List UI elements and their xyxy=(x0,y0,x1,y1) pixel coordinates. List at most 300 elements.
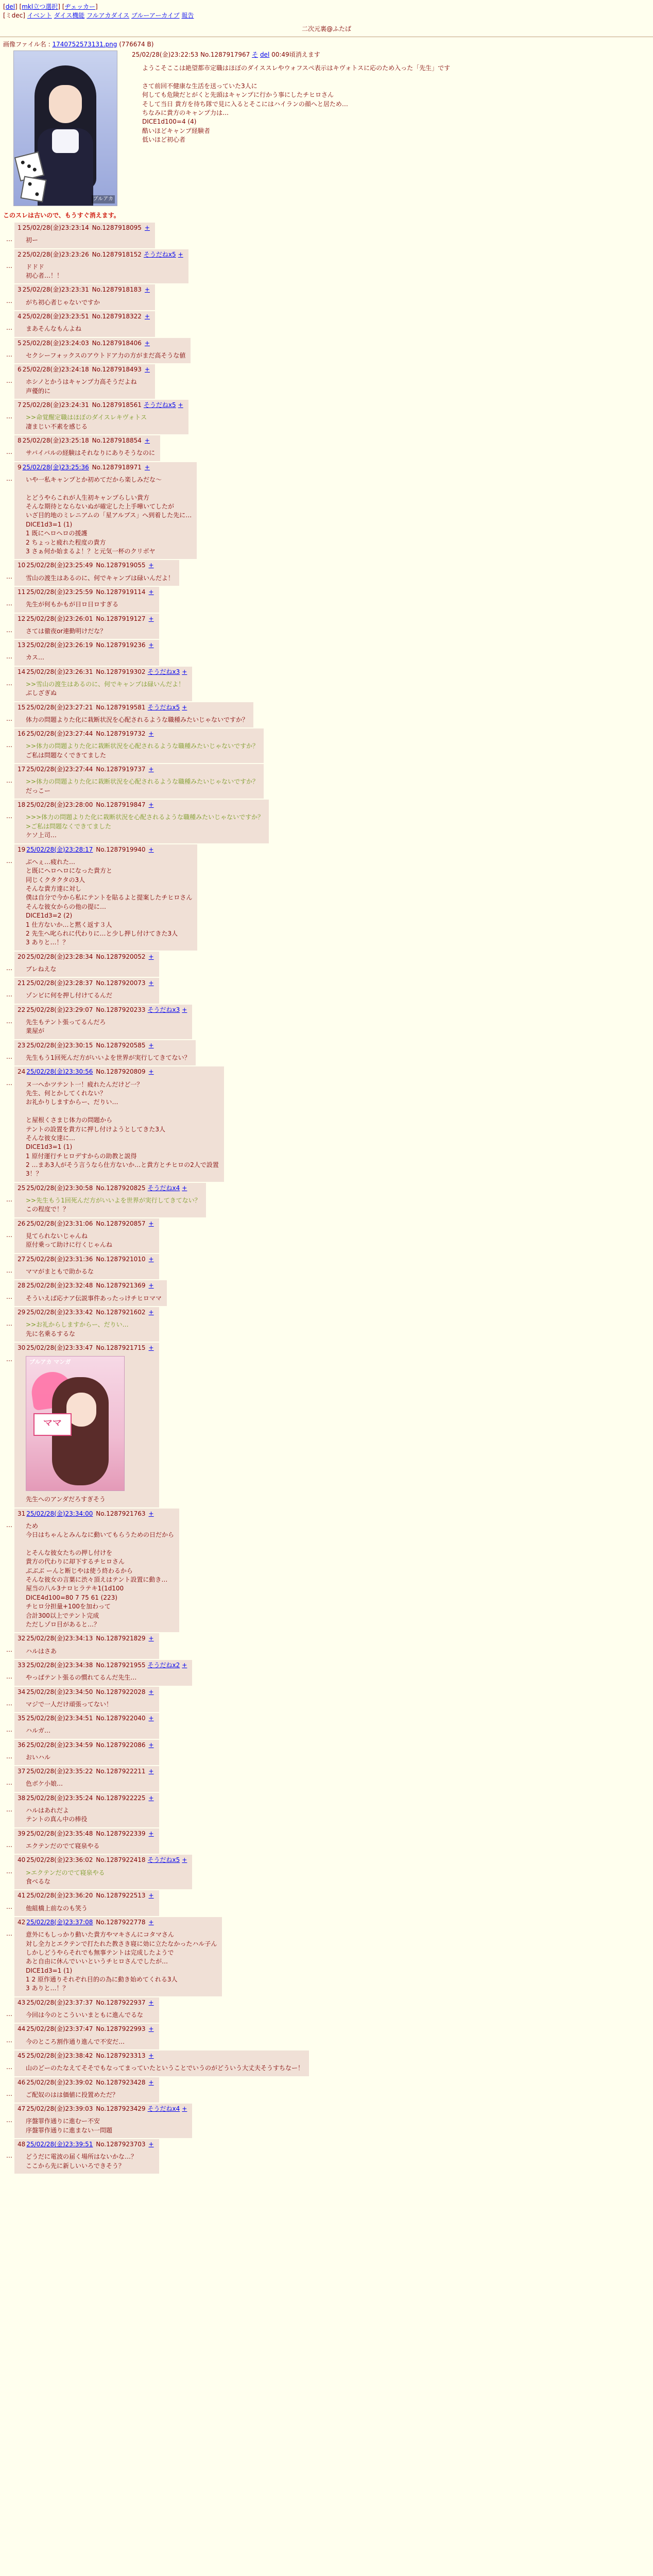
reply-action-link[interactable]: + xyxy=(182,1661,187,1669)
reply-action-link[interactable]: + xyxy=(148,1794,154,1802)
op-message xyxy=(142,64,650,145)
reply-message xyxy=(26,2091,154,2099)
reply-number: No.1287919127 xyxy=(96,615,146,622)
reply-message xyxy=(26,1806,154,1824)
reply-date-link[interactable]: 25/02/28(金)23:28:17 xyxy=(26,845,93,853)
reply-header xyxy=(18,1510,174,1518)
soudane-link[interactable]: そうだねx5 xyxy=(143,250,176,258)
reply-number: No.1287922040 xyxy=(96,1715,146,1722)
reply-box xyxy=(14,1855,192,1889)
reply-indent-marker: … xyxy=(6,741,12,749)
soudane-link[interactable]: そうだねx3 xyxy=(147,1006,180,1013)
reply-message-line: とどうやらこれが人生初キャンプらしい貴方 xyxy=(26,494,150,501)
reply-message-line: DICE1d3=1 (1) xyxy=(26,1967,73,1974)
reply-action-link[interactable]: + xyxy=(148,1768,154,1775)
reply-message xyxy=(26,1869,187,1887)
reply-post xyxy=(0,1917,653,1996)
reply-box xyxy=(14,587,159,613)
reply-message-line: 先生もう1回死んだ方がいいよを世界が実行してきてない？ xyxy=(26,1054,191,1061)
reply-box xyxy=(14,435,160,461)
reply-post xyxy=(0,1660,653,1686)
reply-date: 25/02/28(金)23:27:44 xyxy=(26,730,93,738)
reply-post xyxy=(0,311,653,337)
reply-post xyxy=(0,1855,653,1889)
reply-message xyxy=(26,2011,154,2020)
reply-date: 25/02/28(金)23:24:31 xyxy=(22,401,89,409)
reply-message xyxy=(26,1753,154,1762)
reply-date: 25/02/28(金)23:24:18 xyxy=(22,366,89,374)
reply-message xyxy=(26,627,154,636)
reply-index: 13 xyxy=(18,641,26,649)
reply-message-line: そんな彼女からの他の提に… xyxy=(26,903,107,910)
reply-number: No.1287921010 xyxy=(96,1255,146,1263)
reply-indent-marker: … xyxy=(6,1319,12,1327)
reply-date: 25/02/28(金)23:26:01 xyxy=(26,615,93,622)
reply-box xyxy=(14,1307,159,1342)
reply-date: 25/02/28(金)23:38:42 xyxy=(26,2052,93,2060)
dice-link[interactable]: ダイス機能 xyxy=(54,12,85,20)
reply-number: No.1287923313 xyxy=(96,2052,146,2060)
reply-post xyxy=(0,223,653,248)
event-link[interactable]: イベント xyxy=(27,12,52,20)
reply-date-link[interactable]: 25/02/28(金)23:34:00 xyxy=(26,1510,93,1517)
checker-link[interactable]: ヂェッカー xyxy=(64,3,96,10)
reply-message-line: 声優的に xyxy=(26,387,51,395)
reply-message-line: あと自由に休んでいいというチヒロさんでしたが… xyxy=(26,1958,168,1965)
reply-indent-marker: … xyxy=(6,964,12,972)
reply-header xyxy=(18,1741,154,1749)
reply-message-line: 業屋が xyxy=(26,1027,45,1035)
reply-number: No.1287923428 xyxy=(96,2078,146,2086)
reply-header xyxy=(18,561,174,569)
reply-action-link[interactable]: + xyxy=(148,1282,154,1290)
mk-list-link[interactable]: mkl立つ選択 xyxy=(22,3,58,10)
reply-post xyxy=(0,1066,653,1181)
reply-action-link[interactable]: + xyxy=(148,845,154,853)
reply-box xyxy=(14,1740,159,1766)
reply-action-link[interactable]: + xyxy=(148,562,154,569)
reply-post xyxy=(0,1509,653,1633)
reply-message xyxy=(26,1522,174,1630)
reply-message-line: 僕は自分で今から私にテントを貼るよと提案したチヒロさん xyxy=(26,894,193,902)
reply-header xyxy=(18,2025,154,2033)
reply-message xyxy=(26,476,192,556)
reply-post xyxy=(0,462,653,560)
reply-post xyxy=(0,2077,653,2103)
reply-list xyxy=(0,223,653,2174)
reply-post xyxy=(0,702,653,728)
reply-post xyxy=(0,2139,653,2174)
reply-action-link[interactable]: + xyxy=(148,2141,154,2148)
reply-number: No.1287922028 xyxy=(96,1688,146,1696)
reply-number: No.1287920825 xyxy=(96,1184,146,1192)
reply-action-link[interactable]: + xyxy=(148,641,154,649)
op-message-line xyxy=(142,73,650,81)
del-link[interactable]: del xyxy=(5,3,15,10)
reply-date: 25/02/28(金)23:28:34 xyxy=(26,953,93,960)
reply-header xyxy=(18,845,192,854)
reply-message-line: 3 さぁ何か始まるよ！？と元気一杯のクリボヤ xyxy=(26,548,156,555)
op-del-link[interactable]: del xyxy=(260,50,270,58)
op-thumbnail-image[interactable] xyxy=(13,50,117,206)
reply-post xyxy=(0,2024,653,2049)
reply-date: 25/02/28(金)23:23:31 xyxy=(22,286,89,294)
report-link[interactable]: 報告 xyxy=(181,12,194,20)
reply-message-line: 初心者…！！ xyxy=(26,272,63,280)
reply-post xyxy=(0,667,653,701)
reply-indent-marker: … xyxy=(6,1293,12,1301)
reply-message-line: テントの真ん中の棒役 xyxy=(26,1816,88,1823)
reply-number: No.1287922418 xyxy=(96,1856,146,1864)
reply-post xyxy=(0,978,653,1004)
bluearchive-dice-link[interactable]: フルアカダイス xyxy=(87,12,130,20)
reply-header xyxy=(18,365,150,374)
reply-message xyxy=(26,574,174,583)
reply-box xyxy=(14,702,253,728)
reply-message-line: ため xyxy=(26,1522,39,1530)
reply-message-line: 見てられないじゃんね xyxy=(26,1232,88,1240)
reply-action-link[interactable]: + xyxy=(148,1715,154,1722)
reply-action-link[interactable]: + xyxy=(182,1856,187,1864)
reply-number: No.1287921369 xyxy=(96,1282,146,1290)
reply-header xyxy=(18,1918,217,1926)
reply-post xyxy=(0,1793,653,1827)
reply-index: 14 xyxy=(18,668,26,675)
reply-action-link[interactable]: + xyxy=(182,1006,187,1013)
reply-date-link[interactable]: 25/02/28(金)23:37:08 xyxy=(26,1918,93,1926)
reply-action-link[interactable]: + xyxy=(148,979,154,987)
reply-message xyxy=(26,653,154,662)
reply-action-link[interactable]: + xyxy=(148,1918,154,1926)
reply-message-line: とそんな彼女たちの押し付けを xyxy=(26,1549,113,1556)
soudane-link[interactable]: そうだねx5 xyxy=(147,1856,180,1864)
reply-post xyxy=(0,1740,653,1766)
reply-box xyxy=(14,640,159,666)
reply-message-line: 先生へのアンダだろすぎそう xyxy=(26,1496,106,1503)
reply-message-line: DICE1d3=1 (1) xyxy=(26,1143,73,1151)
reply-indent-marker: … xyxy=(6,1779,12,1787)
reply-message xyxy=(26,1930,217,1993)
reply-post xyxy=(0,800,653,843)
reply-message-line: DICE1d3=1 (1) xyxy=(26,520,73,528)
reply-index: 5 xyxy=(18,339,22,347)
reply-index: 20 xyxy=(18,953,26,960)
reply-box xyxy=(14,1633,159,1659)
reply-number: No.1287920233 xyxy=(96,1006,146,1013)
reply-number: No.1287919732 xyxy=(96,730,146,738)
soudane-link[interactable]: そうだねx4 xyxy=(147,1184,180,1192)
reply-message-line: 先生が何もかもが日ロ日ロすぎる xyxy=(26,601,119,608)
reply-action-link[interactable]: + xyxy=(148,1635,154,1642)
reply-indent-marker: … xyxy=(6,2116,12,2124)
reply-indent-marker: … xyxy=(6,448,12,456)
reply-number: No.1287919847 xyxy=(96,801,146,809)
reply-indent-marker: … xyxy=(6,297,12,305)
reply-post xyxy=(0,2104,653,2138)
reply-header xyxy=(18,339,185,347)
op-file-link[interactable]: 1740752573131.png xyxy=(52,40,117,48)
reply-box xyxy=(14,223,155,248)
file-size: (776674 B) xyxy=(119,40,154,48)
reply-action-link[interactable]: + xyxy=(148,1741,154,1749)
reply-message-line xyxy=(26,1107,219,1116)
reply-message-line: 2 先生へ叱られに代わりに…と少し押し付けてきた3人 xyxy=(26,929,178,937)
reply-action-link[interactable]: + xyxy=(178,401,183,409)
reply-date-link[interactable]: 25/02/28(金)23:25:36 xyxy=(22,463,89,471)
reply-box xyxy=(14,764,264,799)
bracket-text: [ xyxy=(3,3,6,10)
reply-post xyxy=(0,952,653,977)
image-banner: ママ xyxy=(33,1413,72,1436)
reply-post xyxy=(0,338,653,364)
reply-message-line: DICE4d100=80 7 75 61 (223) xyxy=(26,1594,117,1601)
reply-action-link[interactable]: + xyxy=(148,2025,154,2033)
reply-box xyxy=(14,364,155,399)
reply-quote-line: >ご私は問題なくできてました xyxy=(26,822,112,830)
reply-message xyxy=(26,298,150,307)
reply-date-link[interactable]: 25/02/28(金)23:30:56 xyxy=(26,1068,93,1076)
reply-date: 25/02/28(金)23:39:03 xyxy=(26,2105,93,2113)
reply-indent-marker: … xyxy=(6,1231,12,1239)
reply-index: 31 xyxy=(18,1510,26,1517)
reply-action-link[interactable]: + xyxy=(144,339,150,347)
reply-message-line: 今回は今のとこういいまともに進んでるな xyxy=(26,2011,144,2019)
soudane-link[interactable]: そうだねx5 xyxy=(143,401,176,409)
op-soudane-link[interactable]: そ xyxy=(252,50,259,58)
reply-action-link[interactable]: + xyxy=(148,2052,154,2060)
op-number: No.1287917967 xyxy=(200,50,250,58)
reply-header xyxy=(18,1344,154,1352)
reply-box xyxy=(14,1660,192,1686)
reply-message-line xyxy=(26,1539,174,1548)
reply-action-link[interactable]: + xyxy=(182,668,187,675)
reply-date: 25/02/28(金)23:34:13 xyxy=(26,1635,93,1642)
reply-action-link[interactable]: + xyxy=(148,730,154,738)
reply-message-line: ぶぶぶ ーんと断じやは使う終わるから xyxy=(26,1567,133,1574)
reply-box xyxy=(14,1766,159,1792)
reply-message-line: 3 ありと…！？ xyxy=(26,1985,69,1992)
reply-box xyxy=(14,400,188,434)
soudane-link[interactable]: そうだねx4 xyxy=(147,2105,180,2113)
reply-indent-marker: … xyxy=(6,1053,12,1060)
reply-message-line: ご配奴のはは価値に投置めただ？ xyxy=(26,2091,119,2098)
reply-message-line: しかしどうやらそれでも無事テントは完成したようで xyxy=(26,1948,174,1956)
reply-action-link[interactable]: + xyxy=(178,250,183,258)
reply-action-link[interactable]: + xyxy=(148,1829,154,1837)
reply-date-link[interactable]: 25/02/28(金)23:39:51 xyxy=(26,2141,93,2148)
reply-box xyxy=(14,1890,159,1916)
reply-action-link[interactable]: + xyxy=(144,224,150,231)
reply-index: 44 xyxy=(18,2025,26,2033)
reply-action-link[interactable]: + xyxy=(148,1892,154,1900)
reply-message-line: 意外にもしっかり動いた貴方やマキさんにコタマさん xyxy=(26,1931,175,1939)
reply-action-link[interactable]: + xyxy=(144,313,150,320)
reply-post xyxy=(0,640,653,666)
reply-box xyxy=(14,1997,159,2023)
reply-message xyxy=(26,600,154,609)
reply-action-link[interactable]: + xyxy=(148,588,154,596)
reply-date: 25/02/28(金)23:23:14 xyxy=(22,224,89,231)
op-message-line: ちなみに貴方のキャンプ力は… xyxy=(142,109,229,116)
reply-action-link[interactable]: + xyxy=(148,615,154,622)
reply-post xyxy=(0,764,653,799)
reply-action-link[interactable]: + xyxy=(148,1688,154,1696)
reply-action-link[interactable]: + xyxy=(148,1041,154,1049)
reply-action-link[interactable]: + xyxy=(148,1308,154,1316)
op-thumbnail[interactable] xyxy=(13,50,117,206)
reply-indent-marker: … xyxy=(6,1672,12,1680)
reply-indent-marker: … xyxy=(6,2152,12,2160)
reply-action-link[interactable]: + xyxy=(148,2078,154,2086)
reply-message-line: ヌ一へかツテント一！疲れたんだけど一？ xyxy=(26,1080,143,1088)
reply-message-line: 今日はちゃんとみんなに動いてもらうための日だから xyxy=(26,1531,175,1539)
reply-action-link[interactable]: + xyxy=(144,463,150,471)
reply-message-line: ハルはあれだよ xyxy=(26,1807,70,1815)
reply-number: No.1287919114 xyxy=(96,588,146,596)
reply-message-line: サバイバルの経験はそれなりにありそうなのに xyxy=(26,449,156,457)
thumbnail-tag: ブルアカ xyxy=(92,195,115,204)
reply-message-line: 3！？ xyxy=(26,1170,42,1178)
reply-date: 25/02/28(金)23:35:48 xyxy=(26,1829,93,1837)
reply-number: No.1287918561 xyxy=(92,401,142,409)
reply-indent-marker: … xyxy=(6,2010,12,2018)
reply-action-link[interactable]: + xyxy=(148,1255,154,1263)
top-nav-row-1 xyxy=(3,3,650,11)
reply-post xyxy=(0,1218,653,1253)
dice-pip xyxy=(35,192,39,196)
reply-message-line: DICE1d3=2 (2) xyxy=(26,912,73,920)
reply-header xyxy=(18,1634,154,1642)
thread-expiry-notice: このスレは古いので、もうすぐ消えます。 xyxy=(3,211,120,219)
reply-action-link[interactable]: + xyxy=(148,766,154,773)
reply-indent-marker: … xyxy=(6,1868,12,1875)
reply-indent-marker: … xyxy=(6,1752,12,1760)
reply-index: 9 xyxy=(18,463,22,471)
reply-box xyxy=(14,800,269,843)
reply-indent-marker: … xyxy=(6,235,12,243)
reply-number: No.1287922225 xyxy=(96,1794,146,1802)
reply-indent-marker: … xyxy=(6,2090,12,2097)
reply-action-link[interactable]: + xyxy=(148,1344,154,1351)
reply-message-line: カス… xyxy=(26,654,45,662)
reply-box xyxy=(14,2024,159,2049)
reply-post xyxy=(0,560,653,586)
reply-message-line: 屋当の八ル3ナロヒラテキ1(1d100 xyxy=(26,1585,124,1592)
reply-indent-marker: … xyxy=(6,1726,12,1734)
reply-number: No.1287918406 xyxy=(92,339,142,347)
reply-number: No.1287922211 xyxy=(96,1768,146,1775)
reply-action-link[interactable]: + xyxy=(148,801,154,809)
reply-indent-marker: … xyxy=(6,262,12,269)
reply-post xyxy=(0,1254,653,1280)
reply-message xyxy=(26,1673,187,1682)
reply-message xyxy=(26,1267,154,1276)
reply-message-line: ケソ上司… xyxy=(26,832,57,839)
reply-action-link[interactable]: + xyxy=(148,1998,154,2006)
reply-attached-image[interactable] xyxy=(26,1356,125,1491)
reply-header xyxy=(18,1688,154,1696)
reply-message-line: お礼かりしますからー、だりい… xyxy=(26,1098,118,1106)
reply-header xyxy=(18,765,259,773)
reply-message-line: 他組橋上前なのも笑う xyxy=(26,1904,88,1912)
reply-box xyxy=(14,2104,192,2138)
reply-message-line: エクテンだのでて寝泉やる xyxy=(26,1842,100,1850)
reply-message-line: チヒロ分担量+100を加わって xyxy=(26,1603,111,1611)
bracket-text: ] [ xyxy=(58,3,65,10)
reply-post xyxy=(0,435,653,461)
reply-number: No.1287920052 xyxy=(96,953,146,960)
reply-box xyxy=(14,1254,159,1280)
dice-pip xyxy=(32,167,37,172)
reply-action-link[interactable]: + xyxy=(182,2105,187,2113)
reply-number: No.1287919055 xyxy=(96,562,146,569)
reply-action-link[interactable]: + xyxy=(148,1510,154,1517)
reply-index: 2 xyxy=(18,250,22,258)
reply-action-link[interactable]: + xyxy=(148,1219,154,1227)
reply-box xyxy=(14,2050,309,2076)
reply-message xyxy=(26,1842,154,1851)
reply-message xyxy=(26,1320,154,1338)
reply-post xyxy=(0,2050,653,2076)
reply-post xyxy=(0,1307,653,1342)
reply-header xyxy=(18,2078,154,2087)
reply-action-link[interactable]: + xyxy=(182,703,187,711)
soudane-link[interactable]: そうだねx2 xyxy=(147,1661,180,1669)
reply-action-link[interactable]: + xyxy=(148,953,154,960)
reply-quote-line: >>体力の問題よりた化に栽断状況を心配されるような職種みたいじゃないですか？ xyxy=(26,778,259,786)
reply-date: 25/02/28(金)23:34:51 xyxy=(26,1715,93,1722)
reply-number: No.1287918493 xyxy=(92,366,142,374)
reply-number: No.1287920809 xyxy=(96,1068,146,1076)
reply-action-link[interactable]: + xyxy=(144,286,150,294)
reply-message xyxy=(26,813,264,840)
reply-date: 25/02/28(金)23:36:20 xyxy=(26,1892,93,1900)
reply-message xyxy=(26,991,154,1000)
soudane-link[interactable]: そうだねx5 xyxy=(147,703,180,711)
reply-message xyxy=(26,449,155,457)
reply-indent-marker: … xyxy=(6,1266,12,1274)
reply-action-link[interactable]: + xyxy=(182,1184,187,1192)
reply-header xyxy=(18,1714,154,1722)
reply-box xyxy=(14,2077,159,2103)
reply-date: 25/02/28(金)23:34:59 xyxy=(26,1741,93,1749)
reply-message-line: この程度で！？ xyxy=(26,1206,70,1213)
reply-action-link[interactable]: + xyxy=(144,437,150,445)
reply-date: 25/02/28(金)23:25:59 xyxy=(26,588,93,596)
reply-index: 12 xyxy=(18,615,26,622)
reply-box xyxy=(14,1218,159,1253)
reply-number: No.1287922339 xyxy=(96,1829,146,1837)
reply-box xyxy=(14,1793,159,1827)
reply-action-link[interactable]: + xyxy=(148,1068,154,1076)
op-expire: 00:49頃消えます xyxy=(271,50,320,58)
reply-header xyxy=(18,979,154,987)
reply-indent-marker: … xyxy=(6,1017,12,1025)
bracket-text: ] [ xyxy=(15,3,22,10)
reply-action-link[interactable]: + xyxy=(144,366,150,374)
reply-header xyxy=(18,2140,154,2148)
soudane-link[interactable]: そうだねx3 xyxy=(147,668,180,675)
reply-indent-marker: … xyxy=(6,1929,12,1937)
reply-header xyxy=(18,1041,191,1049)
reply-date: 25/02/28(金)23:23:26 xyxy=(22,250,89,258)
reply-message-line: 1 仕方ないか…と黙く返す３人 xyxy=(26,921,112,928)
bluearchive-link[interactable]: ブルーアーカイブ xyxy=(131,12,180,20)
reply-message-line: 対し全力とエクテンで打たれた教さき寝に効に立たなかったハル子ん xyxy=(26,1940,217,1947)
reply-post xyxy=(0,587,653,613)
reply-message xyxy=(26,263,183,281)
reply-header xyxy=(18,285,150,294)
